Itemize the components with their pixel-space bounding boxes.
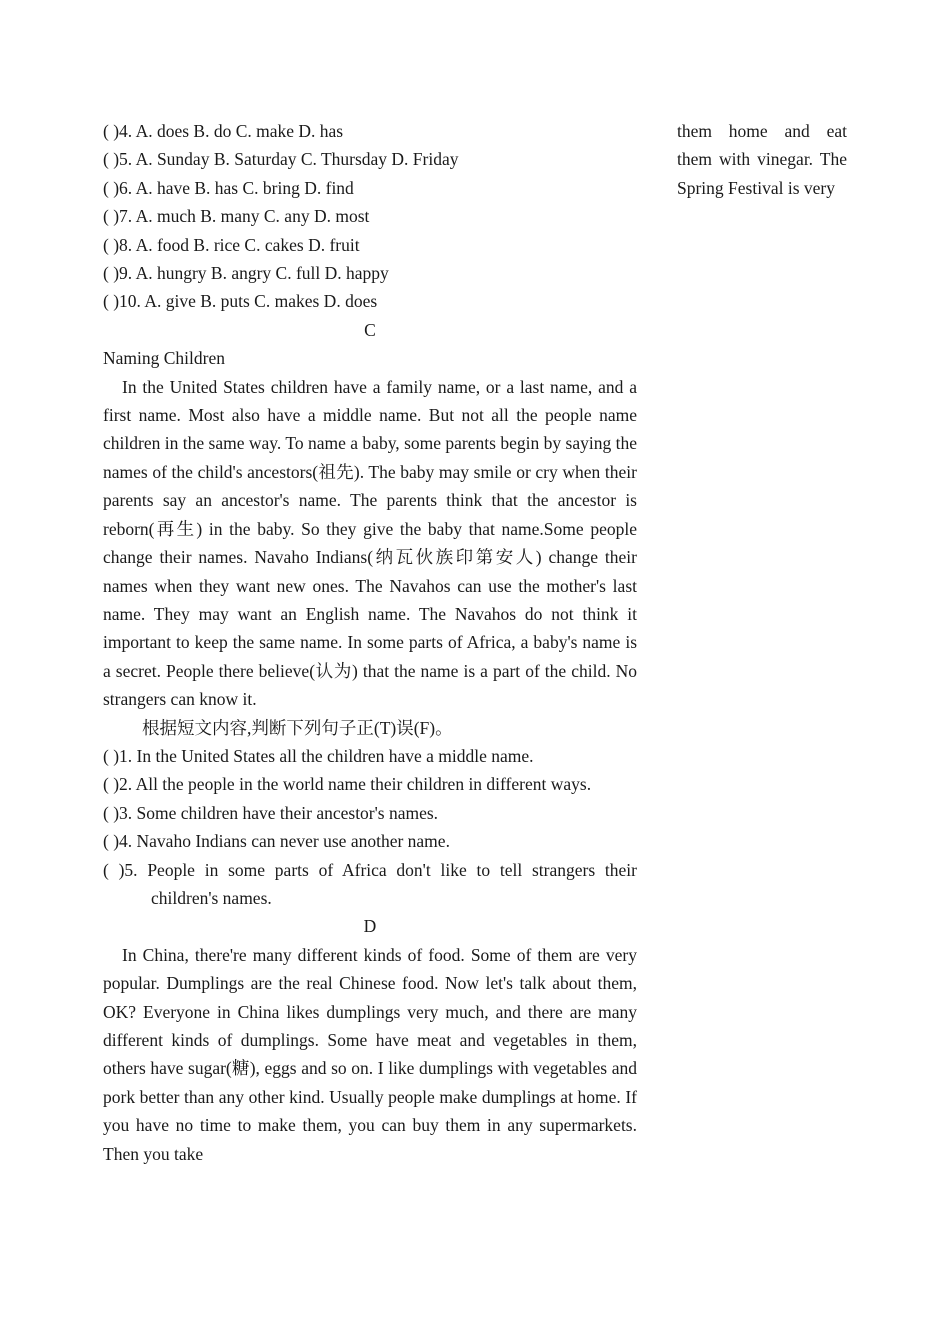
section-c-passage: In the United States children have a family name, or a last name, and a first name. Most also have a middle name. But not all the people name children in the same way. To name a baby, some parents begin by saying the names of the child's ancestors(祖先). The baby may smile or cry when their parents say an ancestor's name. The parents think that the ancestor is reborn(再生) in the baby. So they give the baby that name.Some people change their names. Navaho Indians(纳瓦伙族印第安人) change their names when they want new ones. The Navahos can use the mother's last name. They may want an English name. The Navahos do not think it important to keep the same name. In some parts of Africa, a baby's name is a secret. People there believe(认为) that the name is a part of the child. No strangers can know it. bbox=[103, 376, 637, 710]
choice-item: ( )4. A. does B. do C. make D. has bbox=[103, 121, 344, 141]
section-d-passage: In China, there're many different kinds of food. Some of them are very popular. Dumplings are the real Chinese food. Now let's talk about them, OK? Everyone in China likes dumplings very much, and there are many different kinds of dumplings. Some have meat and vegetables in them, others have sugar(糖), eggs and so on. I like dumplings with vegetables and pork better than any other kind. Usually people make dumplings at home. If you have no time to make them, you can buy them in any supermarkets. Then you take bbox=[103, 944, 637, 1164]
choice-item: ( )6. A. have B. has C. bring D. find bbox=[103, 177, 354, 198]
tf-question: ( )4. Navaho Indians can never use another name. bbox=[103, 831, 450, 852]
tf-question: ( )3. Some children have their ancestor's names. bbox=[103, 802, 439, 823]
main-column bbox=[103, 117, 637, 1168]
section-d-continuation: them home and eat them with vinegar. The Spring Festival is very bbox=[677, 121, 847, 198]
section-c-label: C bbox=[364, 319, 376, 340]
side-column bbox=[677, 117, 847, 202]
tf-question: ( )1. In the United States all the children have a middle name. bbox=[103, 745, 534, 766]
tf-question: ( )2. All the people in the world name their children in different ways. bbox=[103, 774, 592, 795]
choice-item: ( )7. A. much B. many C. any D. most bbox=[103, 206, 370, 227]
choice-item: ( )8. A. food B. rice C. cakes D. fruit bbox=[103, 234, 360, 255]
choice-item: ( )10. A. give B. puts C. makes D. does bbox=[103, 291, 378, 312]
section-d-label: D bbox=[363, 916, 377, 937]
choice-item: ( )5. A. Sunday B. Saturday C. Thursday D. Friday bbox=[103, 149, 459, 170]
section-c-title: Naming Children bbox=[103, 348, 225, 369]
choice-item: ( )9. A. hungry B. angry C. full D. happy bbox=[103, 263, 389, 284]
tf-question: ( )5. People in some parts of Africa don't like to tell strangers their children's names. bbox=[103, 859, 637, 908]
tf-instruction: 根据短文内容,判断下列句子正(T)误(F)。 bbox=[142, 717, 453, 738]
